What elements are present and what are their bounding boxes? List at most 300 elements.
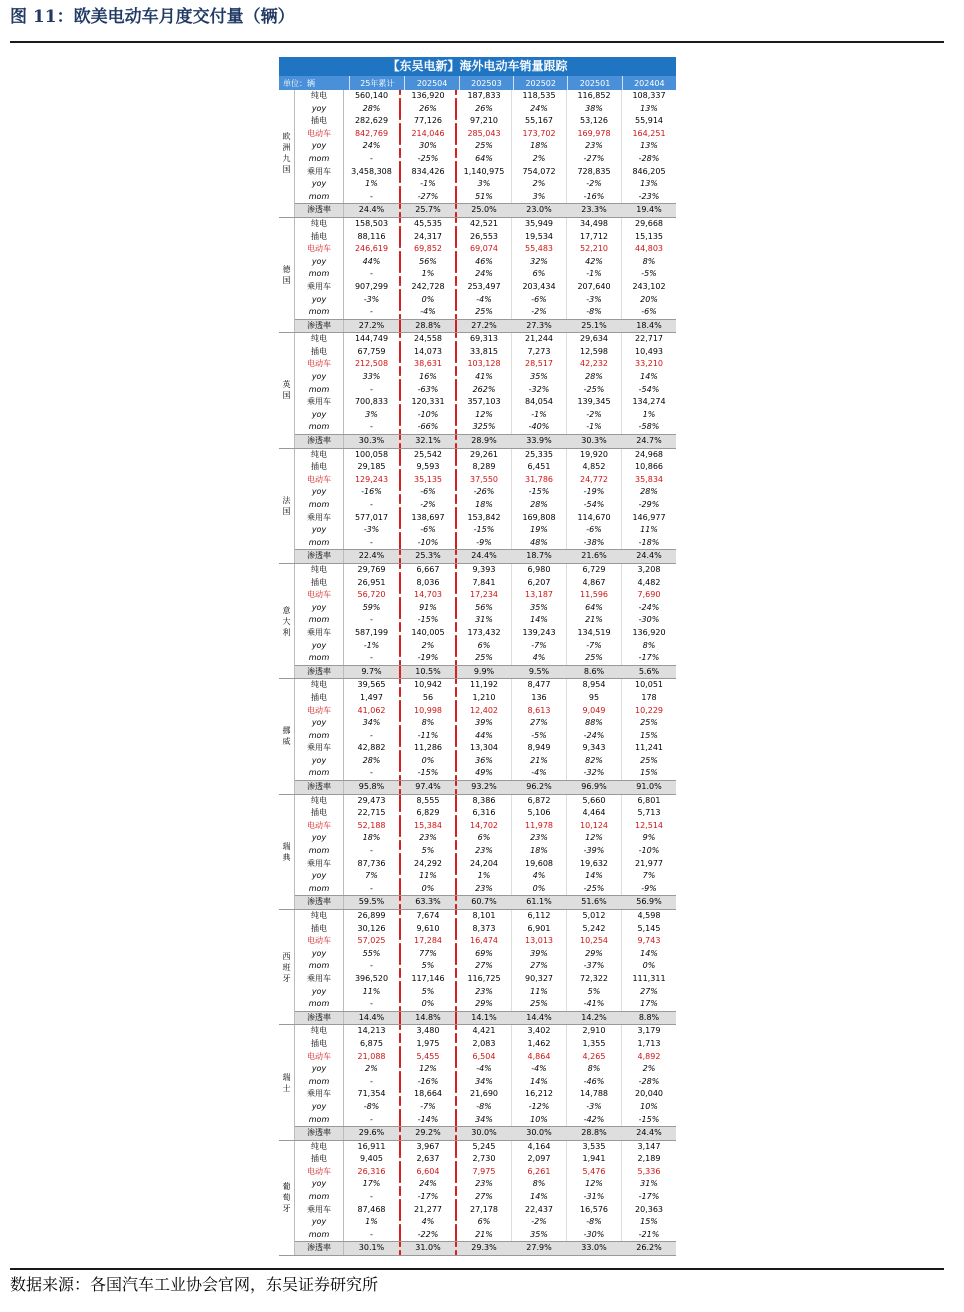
table-cell: -39%	[567, 845, 622, 858]
table-cell: 35%	[512, 371, 567, 384]
table-cell: 24,292	[401, 858, 457, 871]
table-row	[295, 832, 676, 845]
metric-label: 乘用车	[295, 973, 344, 986]
table-row	[295, 692, 676, 705]
table-cell: 97.4%	[401, 781, 457, 794]
metric-label: yoy	[295, 409, 344, 422]
table-cell: 11,286	[401, 742, 457, 755]
table-cell: 27%	[640, 986, 658, 996]
table-cell: -58%	[638, 422, 660, 432]
table-row	[295, 128, 676, 141]
table-cell: 117,146	[401, 973, 457, 986]
table-cell: 8,101	[457, 910, 512, 923]
table-cell: -19%	[401, 652, 457, 665]
table-cell: 6,801	[637, 795, 661, 805]
table-cell: 44%	[344, 256, 401, 269]
country-label: 意大利	[279, 564, 295, 678]
table-cell: -63%	[401, 384, 457, 397]
table-cell: 9%	[642, 833, 656, 843]
table-cell: 1,355	[567, 1038, 622, 1051]
table-cell: 25,542	[401, 449, 457, 462]
table-cell: 25.1%	[567, 320, 622, 333]
table-cell: 12%	[401, 1063, 457, 1076]
table-cell: 560,140	[344, 90, 401, 103]
table-cell: 27.2%	[457, 320, 512, 333]
table-cell: 5,660	[567, 795, 622, 808]
table-cell: 26,316	[344, 1166, 401, 1179]
metric-label: 乘用车	[295, 281, 344, 294]
table-row	[295, 998, 676, 1011]
table-row	[295, 923, 676, 936]
metric-label: 乘用车	[295, 627, 344, 640]
table-cell: 9,593	[401, 461, 457, 474]
table-cell: 44%	[457, 730, 512, 743]
table-cell: 1,497	[344, 692, 401, 705]
table-cell: 21,977	[635, 858, 663, 868]
table-cell: 19.4%	[636, 205, 662, 215]
table-cell: -25%	[567, 384, 622, 397]
metric-label: 电动车	[295, 1166, 344, 1179]
table-cell: 24,204	[457, 858, 512, 871]
table-cell: 24.4%	[636, 551, 662, 561]
country-section	[279, 90, 676, 218]
table-cell: 178	[641, 692, 657, 702]
table-cell: 25,335	[512, 449, 567, 462]
table-row	[295, 910, 676, 923]
table-cell: 14%	[512, 1191, 567, 1204]
table-row	[295, 537, 676, 550]
table-cell: 6,829	[401, 807, 457, 820]
table-cell: 12%	[567, 1178, 622, 1191]
table-cell: 6,316	[457, 807, 512, 820]
table-cell: -42%	[567, 1114, 622, 1127]
table-cell: 19,632	[567, 858, 622, 871]
table-cell: 1,975	[401, 1038, 457, 1051]
table-cell: 2,730	[457, 1153, 512, 1166]
table-cell: -30%	[567, 1229, 622, 1242]
table-cell: 10,942	[401, 679, 457, 692]
table-cell: -3%	[344, 294, 401, 307]
table-cell: 18%	[344, 832, 401, 845]
table-cell: -23%	[638, 191, 660, 201]
table-cell: 16,576	[567, 1204, 622, 1217]
table-cell: 108,337	[632, 91, 666, 100]
table-cell: -3%	[567, 294, 622, 307]
table-row	[295, 333, 676, 346]
country-section	[279, 1025, 676, 1140]
table-cell: -28%	[638, 1076, 660, 1086]
table-cell: 29.6%	[344, 1127, 401, 1140]
table-cell: 16,212	[512, 1088, 567, 1101]
table-cell: 19,608	[512, 858, 567, 871]
table-cell: -4%	[401, 306, 457, 319]
table-cell: 33,210	[635, 359, 663, 369]
table-cell: 1%	[457, 870, 512, 883]
table-cell: 17%	[640, 999, 658, 1009]
table-cell: -32%	[567, 767, 622, 780]
metric-label: mom	[295, 614, 344, 627]
table-cell: 9.9%	[457, 666, 512, 679]
table-cell: 15%	[640, 730, 658, 740]
table-cell: 33,815	[457, 346, 512, 359]
table-row	[295, 564, 676, 577]
table-cell: 2%	[512, 153, 567, 166]
table-cell: 59.5%	[344, 896, 401, 909]
table-cell: 15,384	[401, 820, 457, 833]
metric-label: yoy	[295, 602, 344, 615]
metric-label: 插电	[295, 1153, 344, 1166]
table-cell: 24.4%	[457, 550, 512, 563]
table-cell: 3,967	[401, 1141, 457, 1154]
table-cell: 14,073	[401, 346, 457, 359]
table-cell: -5%	[641, 269, 657, 279]
table-cell: 6,207	[512, 577, 567, 590]
table-cell: 5%	[401, 960, 457, 973]
table-cell: 23%	[401, 832, 457, 845]
table-row	[295, 1126, 676, 1140]
table-row	[295, 191, 676, 204]
metric-label: mom	[295, 1114, 344, 1127]
table-cell: 169,808	[512, 512, 567, 525]
table-cell: -	[344, 652, 401, 665]
table-cell: 10,866	[635, 462, 663, 472]
table-row	[295, 755, 676, 768]
table-cell: 16,474	[457, 935, 512, 948]
table-cell: 31.0%	[401, 1242, 457, 1255]
metric-label: 电动车	[295, 474, 344, 487]
table-banner: 【东吴电新】海外电动车销量跟踪	[279, 57, 676, 76]
table-cell: 3,147	[637, 1141, 661, 1151]
table-cell: 34%	[344, 717, 401, 730]
table-cell: -15%	[401, 767, 457, 780]
table-row	[295, 948, 676, 961]
table-row	[295, 371, 676, 384]
table-cell: 88%	[567, 717, 622, 730]
metric-label: 渗透率	[295, 435, 344, 448]
table-cell: 246,619	[344, 243, 401, 256]
table-cell: -	[344, 268, 401, 281]
metric-label: yoy	[295, 986, 344, 999]
table-cell: 56%	[401, 256, 457, 269]
table-row	[295, 384, 676, 397]
table-cell: 8,373	[457, 923, 512, 936]
table-cell: -16%	[567, 191, 622, 204]
country-section	[279, 1141, 676, 1256]
table-cell: 38,631	[401, 358, 457, 371]
metric-label: 电动车	[295, 243, 344, 256]
table-cell: 2,097	[512, 1153, 567, 1166]
table-cell: 15,135	[635, 231, 663, 241]
table-cell: 55,167	[512, 115, 567, 128]
table-cell: 87,468	[344, 1204, 401, 1217]
metric-label: mom	[295, 268, 344, 281]
table-cell: 4,892	[637, 1051, 661, 1061]
table-row	[295, 1114, 676, 1127]
table-row	[295, 358, 676, 371]
table-cell: 21%	[567, 614, 622, 627]
table-cell: 88,116	[344, 231, 401, 244]
table-cell: 169,978	[567, 128, 622, 141]
table-cell: 4,852	[567, 461, 622, 474]
table-row	[295, 845, 676, 858]
ev-sales-table	[279, 57, 676, 1256]
header-col: 202502	[514, 76, 568, 90]
table-cell: 4,598	[637, 911, 661, 920]
table-cell: 14.2%	[567, 1012, 622, 1025]
table-cell: 96.2%	[512, 781, 567, 794]
table-row	[295, 524, 676, 537]
table-cell: 63.3%	[401, 896, 457, 909]
table-cell: -16%	[401, 1076, 457, 1089]
table-cell: 12%	[567, 832, 622, 845]
table-cell: 136	[512, 692, 567, 705]
table-cell: 45,535	[401, 218, 457, 231]
table-cell: -8%	[344, 1101, 401, 1114]
table-cell: 26%	[457, 103, 512, 116]
metric-label: 渗透率	[295, 1127, 344, 1140]
metric-label: 插电	[295, 577, 344, 590]
table-cell: 4%	[512, 652, 567, 665]
table-cell: 8,613	[512, 705, 567, 718]
table-cell: 17,712	[567, 231, 622, 244]
metric-label: yoy	[295, 524, 344, 537]
table-cell: 60.7%	[457, 896, 512, 909]
metric-label: yoy	[295, 1216, 344, 1229]
table-cell: 187,833	[457, 90, 512, 103]
table-cell: 51.6%	[567, 896, 622, 909]
table-cell: 15%	[640, 1217, 658, 1227]
table-cell: 17,284	[401, 935, 457, 948]
metric-label: mom	[295, 1191, 344, 1204]
table-cell: 14%	[512, 614, 567, 627]
table-row	[295, 409, 676, 422]
table-cell: 91.0%	[636, 782, 662, 792]
table-cell: 71,354	[344, 1088, 401, 1101]
table-cell: -40%	[512, 421, 567, 434]
table-cell: -22%	[401, 1229, 457, 1242]
table-cell: -7%	[567, 640, 622, 653]
table-cell: 2,189	[637, 1154, 661, 1164]
table-cell: -3%	[567, 1101, 622, 1114]
table-cell: 1,462	[512, 1038, 567, 1051]
table-cell: 12,598	[567, 346, 622, 359]
table-cell: -	[344, 998, 401, 1011]
table-row	[295, 256, 676, 269]
table-cell: 6%	[457, 640, 512, 653]
table-cell: 118,535	[512, 90, 567, 103]
table-cell: -27%	[401, 191, 457, 204]
table-row	[295, 115, 676, 128]
metric-label: 纯电	[295, 795, 344, 808]
table-cell: 10,229	[635, 705, 663, 715]
table-cell: 93.2%	[457, 781, 512, 794]
table-row	[295, 1076, 676, 1089]
table-cell: 1%	[401, 268, 457, 281]
table-cell: 53,126	[567, 115, 622, 128]
country-label: 德国	[279, 218, 295, 332]
metric-label: yoy	[295, 717, 344, 730]
table-cell: 9.5%	[512, 666, 567, 679]
metric-label: 渗透率	[295, 1242, 344, 1255]
table-row	[295, 231, 676, 244]
metric-label: 插电	[295, 346, 344, 359]
table-cell: 67,759	[344, 346, 401, 359]
metric-label: mom	[295, 537, 344, 550]
metric-label: 电动车	[295, 820, 344, 833]
table-cell: 27%	[457, 960, 512, 973]
table-cell: -	[344, 384, 401, 397]
table-cell: 2,637	[401, 1153, 457, 1166]
table-cell: 39,565	[344, 679, 401, 692]
table-cell: -30%	[638, 615, 660, 625]
metric-label: 纯电	[295, 90, 344, 103]
table-cell: 116,852	[567, 90, 622, 103]
table-cell: 35,949	[512, 218, 567, 231]
table-cell: 19%	[512, 524, 567, 537]
table-cell: 29%	[457, 998, 512, 1011]
table-cell: 13,304	[457, 742, 512, 755]
table-row	[295, 319, 676, 333]
table-row	[295, 1178, 676, 1191]
table-cell: 4,864	[512, 1051, 567, 1064]
table-row	[295, 243, 676, 256]
table-cell: -15%	[638, 1114, 660, 1124]
table-cell: -	[344, 1076, 401, 1089]
table-cell: 29%	[567, 948, 622, 961]
table-cell: 22,715	[344, 807, 401, 820]
table-cell: 26,553	[457, 231, 512, 244]
table-cell: 77,126	[401, 115, 457, 128]
table-cell: -8%	[457, 1101, 512, 1114]
source-note: 数据来源：各国汽车工业协会官网，东吴证券研究所	[10, 1275, 379, 1294]
table-cell: -6%	[401, 486, 457, 499]
table-cell: 30.0%	[512, 1127, 567, 1140]
table-cell: 24,968	[635, 449, 663, 459]
table-cell: 357,103	[457, 396, 512, 409]
table-cell: -1%	[567, 268, 622, 281]
table-row	[295, 281, 676, 294]
table-cell: 4,464	[567, 807, 622, 820]
table-cell: 9,405	[344, 1153, 401, 1166]
table-cell: 8,954	[567, 679, 622, 692]
table-row	[295, 717, 676, 730]
table-row	[295, 474, 676, 487]
table-cell: 38%	[567, 103, 622, 116]
table-cell: 32.1%	[401, 435, 457, 448]
table-cell: 7%	[642, 871, 656, 881]
table-cell: 10,998	[401, 705, 457, 718]
table-cell: 0%	[642, 961, 656, 971]
table-cell: 56%	[457, 602, 512, 615]
table-cell: -2%	[512, 306, 567, 319]
table-cell: 29,185	[344, 461, 401, 474]
metric-label: 渗透率	[295, 781, 344, 794]
table-row	[295, 870, 676, 883]
table-cell: 1%	[344, 178, 401, 191]
table-cell: -	[344, 767, 401, 780]
table-cell: 5%	[401, 845, 457, 858]
table-cell: 25%	[512, 998, 567, 1011]
table-cell: 21,277	[401, 1204, 457, 1217]
table-cell: 55,483	[512, 243, 567, 256]
metric-label: 电动车	[295, 1051, 344, 1064]
table-cell: -19%	[567, 486, 622, 499]
table-cell: -31%	[567, 1191, 622, 1204]
table-cell: -15%	[512, 486, 567, 499]
table-cell: 158,503	[344, 218, 401, 231]
table-row	[295, 935, 676, 948]
metric-label: 插电	[295, 923, 344, 936]
table-cell: -	[344, 960, 401, 973]
table-cell: 27%	[512, 960, 567, 973]
table-cell: 129,243	[344, 474, 401, 487]
table-cell: 37,550	[457, 474, 512, 487]
table-cell: 64%	[567, 602, 622, 615]
table-cell: -2%	[512, 1216, 567, 1229]
table-row	[295, 1216, 676, 1229]
metric-label: 电动车	[295, 935, 344, 948]
table-cell: 29,769	[344, 564, 401, 577]
table-row	[295, 1141, 676, 1154]
metric-label: mom	[295, 191, 344, 204]
metric-label: 纯电	[295, 1141, 344, 1154]
table-cell: 8%	[642, 256, 656, 266]
table-cell: 5,476	[567, 1166, 622, 1179]
table-cell: -15%	[401, 614, 457, 627]
table-cell: 33.9%	[512, 435, 567, 448]
country-section	[279, 795, 676, 910]
table-row	[295, 1088, 676, 1101]
table-cell: -28%	[638, 153, 660, 163]
metric-label: 插电	[295, 692, 344, 705]
table-cell: -8%	[567, 306, 622, 319]
table-row	[295, 306, 676, 319]
table-cell: -	[344, 499, 401, 512]
table-cell: 6%	[457, 832, 512, 845]
table-row	[295, 820, 676, 833]
table-cell: 30.3%	[567, 435, 622, 448]
table-cell: 1%	[344, 1216, 401, 1229]
table-cell: 5%	[401, 986, 457, 999]
table-cell: 14.4%	[512, 1012, 567, 1025]
table-cell: 14%	[512, 1076, 567, 1089]
table-cell: 42,521	[457, 218, 512, 231]
table-cell: 6,875	[344, 1038, 401, 1051]
table-cell: 25%	[457, 140, 512, 153]
table-cell: 19,534	[512, 231, 567, 244]
table-cell: 29,473	[344, 795, 401, 808]
table-cell: 35,135	[401, 474, 457, 487]
table-cell: 25%	[457, 306, 512, 319]
table-cell: 31,786	[512, 474, 567, 487]
metric-label: yoy	[295, 256, 344, 269]
table-cell: -17%	[638, 1192, 660, 1202]
table-cell: -9%	[641, 883, 657, 893]
table-cell: 3,458,308	[344, 166, 401, 179]
table-cell: -10%	[401, 537, 457, 550]
table-cell: 24.4%	[636, 1128, 662, 1138]
table-cell: -6%	[512, 294, 567, 307]
table-cell: 52,210	[567, 243, 622, 256]
table-row	[295, 1101, 676, 1114]
table-cell: 136,920	[632, 627, 666, 637]
metric-label: mom	[295, 306, 344, 319]
table-cell: 28.9%	[457, 435, 512, 448]
table-cell: 138,697	[401, 512, 457, 525]
table-cell: 23%	[457, 1178, 512, 1191]
table-row	[295, 1063, 676, 1076]
table-cell: 18.4%	[636, 320, 662, 330]
